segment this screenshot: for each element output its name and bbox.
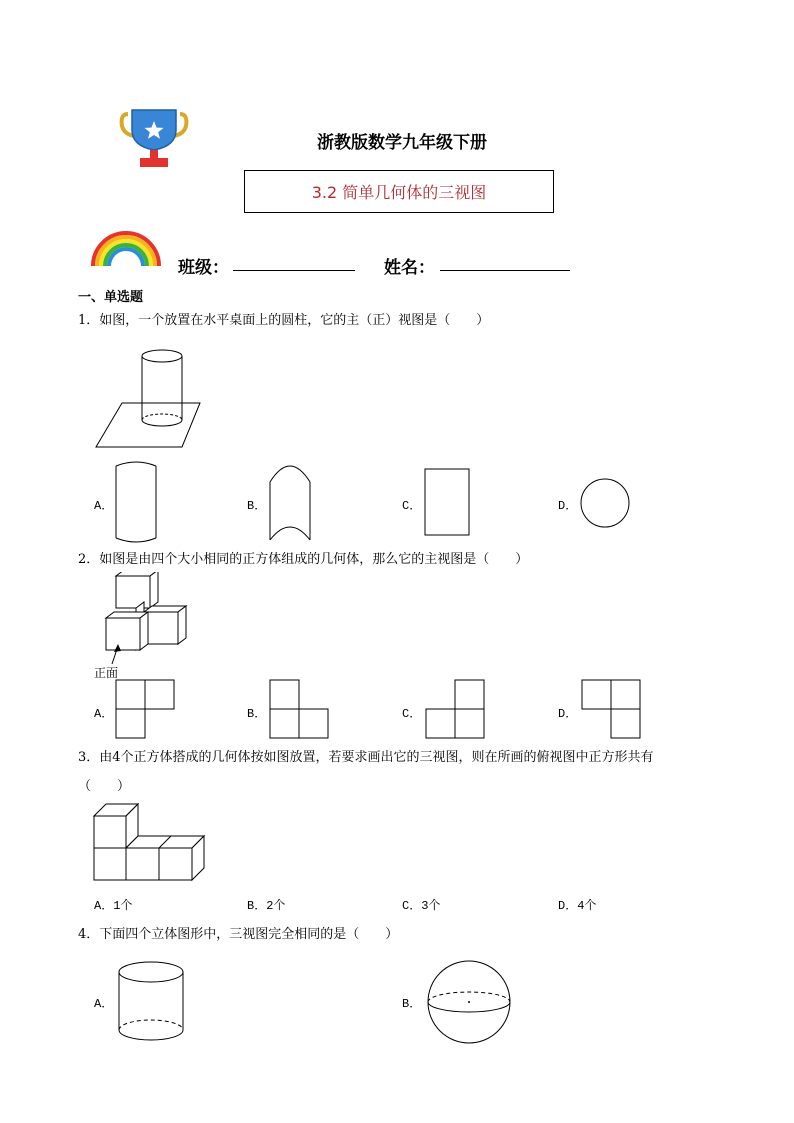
rainbow-icon bbox=[90, 226, 162, 268]
q2-option-c[interactable]: C． bbox=[402, 707, 422, 721]
q2-option-b[interactable]: B． bbox=[247, 707, 267, 721]
book-title: 浙教版数学九年级下册 bbox=[317, 133, 487, 153]
cylinder-on-table-figure bbox=[92, 340, 202, 452]
question-3 bbox=[78, 748, 654, 768]
question-number: 4． bbox=[78, 927, 100, 942]
q4-option-b-sphere[interactable] bbox=[424, 958, 514, 1046]
question-text: 由4个正方体搭成的几何体按如图放置，若要求画出它的三视图，则在所画的俯视图中正方形共有 bbox=[99, 750, 654, 765]
name-field[interactable] bbox=[440, 270, 570, 271]
q3-option-b[interactable]: B．2个 bbox=[247, 899, 286, 913]
q3-option-d[interactable]: D．4个 bbox=[558, 899, 597, 913]
question-number: 2． bbox=[78, 552, 100, 567]
q4-option-b[interactable]: B． bbox=[402, 997, 422, 1011]
question-number: 3． bbox=[78, 750, 100, 765]
question-1 bbox=[78, 311, 489, 331]
section-title: 一、单选题 bbox=[78, 290, 144, 305]
class-field[interactable] bbox=[233, 270, 355, 271]
q1-option-a-shape[interactable] bbox=[112, 460, 160, 544]
q1-option-c[interactable]: C． bbox=[402, 499, 422, 513]
question-2 bbox=[78, 550, 528, 570]
q1-option-b-shape[interactable] bbox=[266, 460, 314, 544]
q1-option-d-shape[interactable] bbox=[578, 476, 632, 530]
name-label: 姓名： bbox=[384, 258, 435, 278]
q2-option-d-shape[interactable] bbox=[578, 678, 644, 742]
cube-stack-figure bbox=[92, 802, 208, 884]
class-label: 班级： bbox=[178, 258, 229, 278]
lesson-title: 3.2 简单几何体的三视图 bbox=[244, 170, 554, 213]
q2-option-b-shape[interactable] bbox=[266, 678, 332, 742]
question-text: 下面四个立体图形中，三视图完全相同的是（ ） bbox=[99, 927, 399, 942]
question-text: 如图，一个放置在水平桌面上的圆柱，它的主（正）视图是（ ） bbox=[99, 313, 490, 328]
q4-option-a[interactable]: A． bbox=[94, 997, 114, 1011]
q1-option-a[interactable]: A． bbox=[94, 499, 114, 513]
q2-option-d[interactable]: D． bbox=[558, 707, 578, 721]
q1-option-c-shape[interactable] bbox=[422, 466, 472, 538]
front-view-label: 正面 bbox=[94, 666, 119, 680]
q3-option-c[interactable]: C．3个 bbox=[402, 899, 441, 913]
q4-option-a-cylinder[interactable] bbox=[114, 958, 188, 1046]
question-3-blank: （ ） bbox=[78, 779, 131, 794]
question-4 bbox=[78, 925, 398, 945]
q2-option-a-shape[interactable] bbox=[112, 678, 178, 742]
q2-option-c-shape[interactable] bbox=[422, 678, 488, 742]
q3-option-a[interactable]: A．1个 bbox=[94, 899, 133, 913]
four-cubes-figure bbox=[92, 572, 192, 664]
question-number: 1． bbox=[78, 313, 100, 328]
question-text: 如图是由四个大小相同的正方体组成的几何体，那么它的主视图是（ ） bbox=[99, 552, 529, 567]
q1-option-d[interactable]: D． bbox=[558, 499, 578, 513]
q2-option-a[interactable]: A． bbox=[94, 707, 114, 721]
q1-option-b[interactable]: B． bbox=[247, 499, 267, 513]
